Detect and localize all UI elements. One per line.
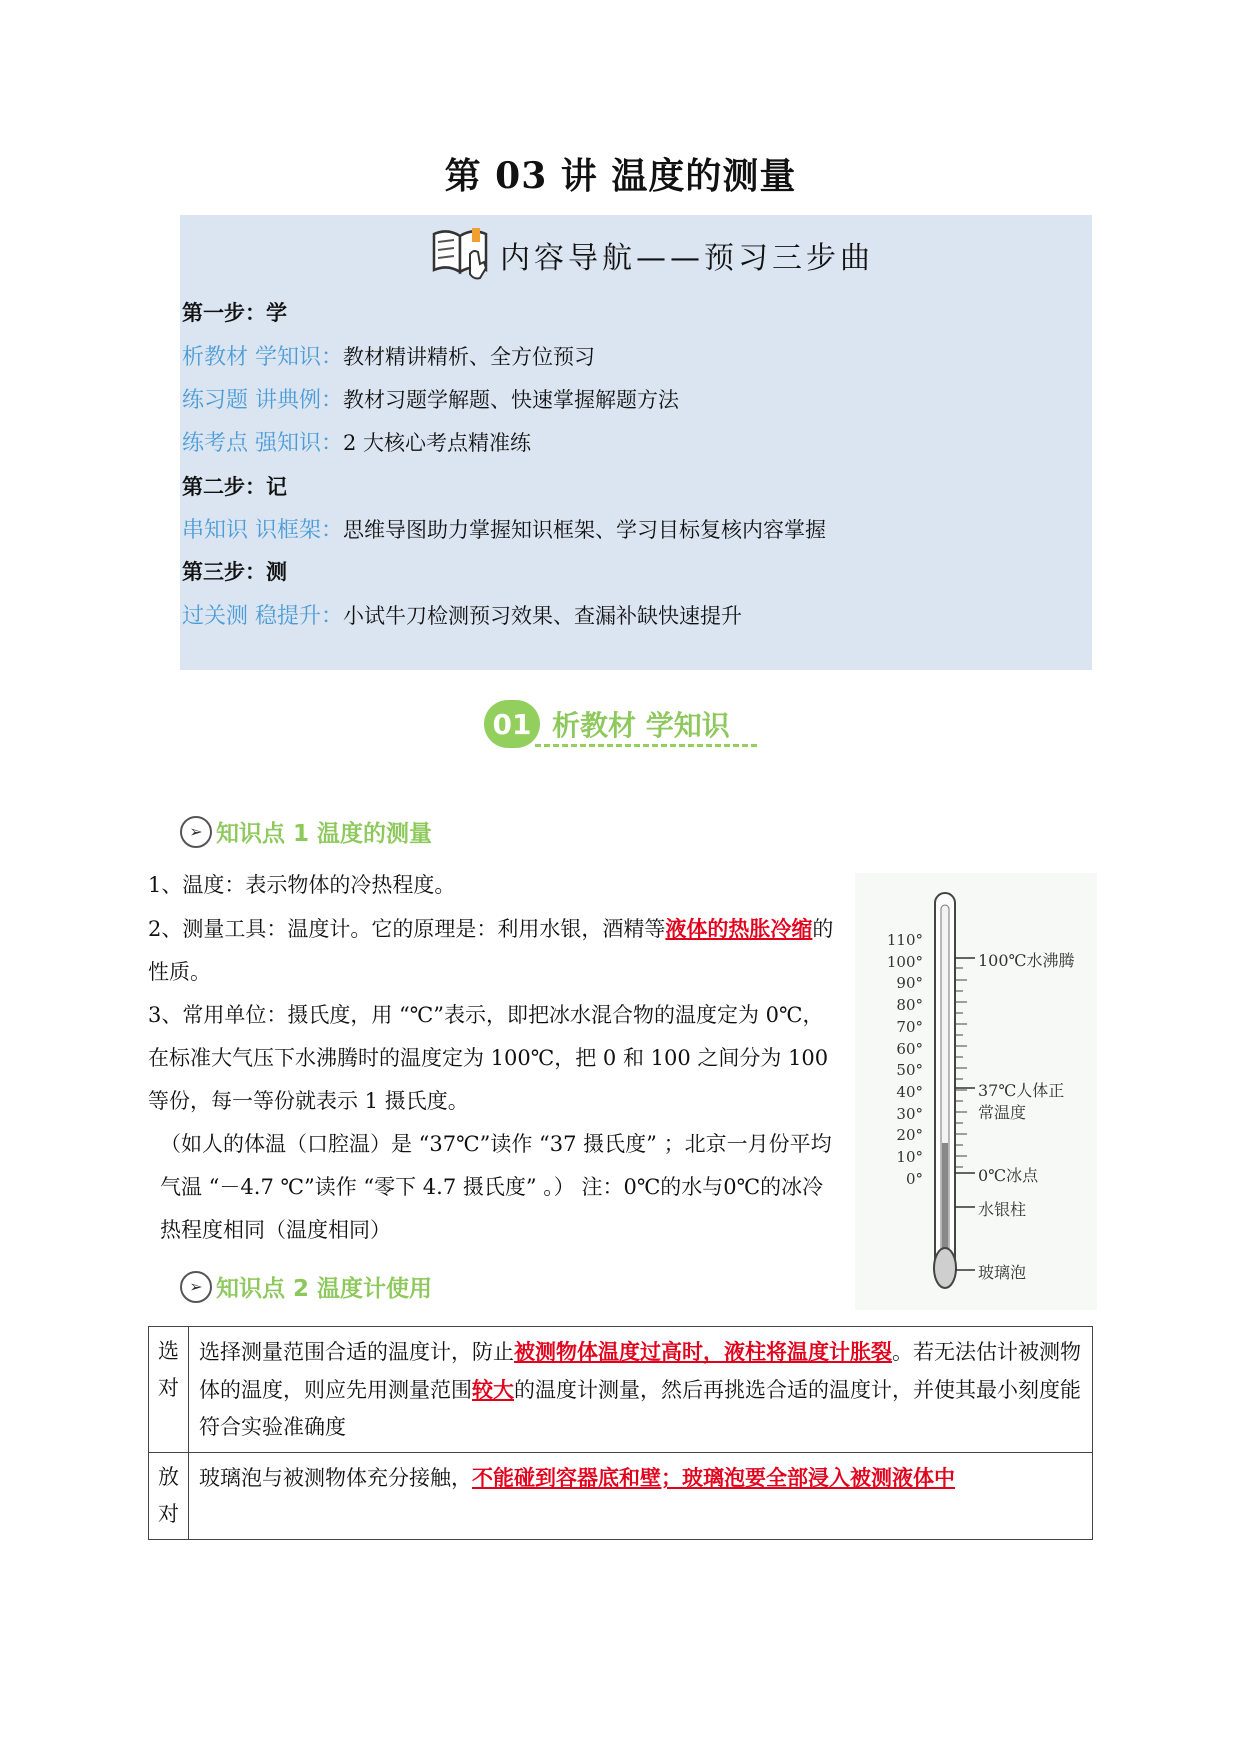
kp1-key-phrase: 液体的热胀冷缩 bbox=[665, 916, 813, 941]
nav-item-2 bbox=[182, 383, 679, 414]
kp1-body bbox=[148, 864, 838, 1252]
kp1-para-2 bbox=[148, 907, 838, 994]
table-row bbox=[149, 1327, 1093, 1453]
nav-item-1 bbox=[182, 340, 595, 371]
row-content bbox=[189, 1453, 1093, 1540]
nav-item-desc: 2 大核心考点精准练 bbox=[343, 431, 532, 455]
row-label: 放对 bbox=[149, 1453, 189, 1540]
nav-item-desc: 思维导图助力掌握知识框架、学习目标复核内容掌握 bbox=[343, 518, 826, 542]
scale-label: 80° bbox=[896, 996, 923, 1015]
row-key-phrase: 较大 bbox=[472, 1377, 514, 1402]
step-2-heading: 第二步：记 bbox=[182, 474, 287, 499]
scale-label: 60° bbox=[896, 1039, 923, 1058]
thermometer-scale bbox=[877, 930, 923, 1190]
kp1-para-3: 3、常用单位：摄氏度，用 “℃”表示，即把冰水混合物的温度定为 0℃，在标准大气压下水沸腾时的温度定为 100℃，把 0 和 100 之间分为 100 等份，每一等份就表示 1 摄氏度。 bbox=[148, 1003, 829, 1113]
annotation-freezing: 0℃冰点 bbox=[978, 1166, 1039, 1185]
nav-header bbox=[430, 225, 874, 285]
nav-header-text: 内容导航——预习三步曲 bbox=[500, 241, 874, 276]
annotation-body-temp-2: 常温度 bbox=[978, 1103, 1027, 1122]
row-text: 的温度计测量，然后再挑选合适的温度计，并使其最小刻度能符合实验准确度 bbox=[199, 1378, 1081, 1439]
scale-label: 40° bbox=[896, 1082, 923, 1101]
nav-item-3 bbox=[182, 426, 531, 457]
scale-label: 50° bbox=[896, 1061, 923, 1080]
row-text: 选择测量范围合适的温度计，防止 bbox=[199, 1340, 514, 1364]
annotation-mercury: 水银柱 bbox=[978, 1200, 1027, 1219]
nav-item-4 bbox=[182, 513, 826, 544]
kp1-para-2-text: 2、测量工具：温度计。它的原理是：利用水银，酒精等 bbox=[148, 917, 666, 941]
scale-label: 90° bbox=[896, 974, 923, 993]
scale-label: 110° bbox=[886, 931, 923, 949]
nav-item-5 bbox=[182, 599, 742, 630]
page-title: 第 03 讲 温度的测量 bbox=[444, 155, 797, 197]
book-hand-icon bbox=[430, 224, 492, 286]
usage-table bbox=[148, 1326, 1093, 1540]
scale-label: 30° bbox=[896, 1104, 923, 1123]
arrow-circle-icon: ➢ bbox=[180, 816, 212, 848]
annotation-boiling: 100℃水沸腾 bbox=[978, 951, 1075, 970]
row-label: 选对 bbox=[149, 1327, 189, 1453]
nav-item-label: 练习题 讲典例： bbox=[182, 388, 343, 413]
nav-item-desc: 教材精讲精析、全方位预习 bbox=[343, 345, 595, 369]
row-text: 玻璃泡与被测物体充分接触， bbox=[199, 1466, 472, 1490]
row-content bbox=[189, 1327, 1093, 1453]
section-heading bbox=[484, 700, 730, 748]
section-underline bbox=[535, 744, 757, 747]
scale-label: 0° bbox=[905, 1169, 923, 1188]
nav-item-desc: 教材习题学解题、快速掌握解题方法 bbox=[343, 388, 679, 412]
nav-item-label: 过关测 稳提升： bbox=[182, 604, 343, 629]
row-text: 。若无法估计被测物体的温度，则应先用测量范围 bbox=[199, 1340, 1081, 1402]
section-number-badge: 01 bbox=[484, 700, 540, 748]
scale-label: 20° bbox=[896, 1126, 923, 1145]
scale-label: 100° bbox=[886, 952, 923, 971]
nav-item-desc: 小试牛刀检测预习效果、查漏补缺快速提升 bbox=[343, 604, 742, 628]
scale-label: 70° bbox=[896, 1017, 923, 1036]
row-key-phrase: 被测物体温度过高时，液柱将温度计胀裂 bbox=[514, 1339, 892, 1364]
nav-item-label: 练考点 强知识： bbox=[182, 431, 343, 456]
kp1-title: 知识点 1 温度的测量 bbox=[216, 821, 433, 847]
section-title: 析教材 学知识 bbox=[552, 709, 730, 742]
nav-item-label: 析教材 学知识： bbox=[182, 345, 343, 370]
annotation-body-temp-1: 37℃人体正 bbox=[978, 1081, 1065, 1100]
arrow-circle-icon: ➢ bbox=[180, 1271, 212, 1303]
kp2-title: 知识点 2 温度计使用 bbox=[216, 1276, 433, 1302]
kp1-heading bbox=[180, 815, 432, 848]
kp1-para-2-tail: 的性质。 bbox=[148, 917, 834, 984]
row-key-phrase: 不能碰到容器底和壁；玻璃泡要全部浸入被测液体中 bbox=[472, 1465, 955, 1490]
annotation-bulb: 玻璃泡 bbox=[978, 1263, 1027, 1282]
step-3-heading: 第三步：测 bbox=[182, 559, 287, 584]
nav-item-label: 串知识 识框架： bbox=[182, 518, 343, 543]
table-row bbox=[149, 1453, 1093, 1540]
kp1-para-4: （如人的体温（口腔温）是 “37℃”读作 “37 摄氏度” ；北京一月份平均气温 “－4.7 ℃”读作 “零下 4.7 摄氏度” 。） 注：0℃的水与0℃的冰冷热程度相同（温度相同） bbox=[160, 1132, 832, 1242]
kp2-heading bbox=[180, 1270, 432, 1303]
step-1-heading: 第一步：学 bbox=[182, 300, 287, 325]
scale-label: 10° bbox=[896, 1148, 923, 1167]
kp1-para-1: 1、温度：表示物体的冷热程度。 bbox=[148, 873, 456, 897]
